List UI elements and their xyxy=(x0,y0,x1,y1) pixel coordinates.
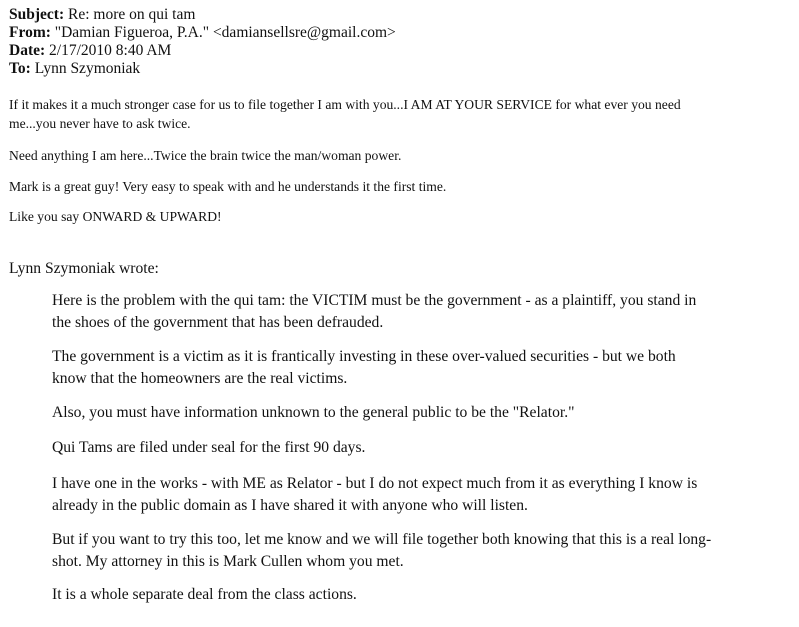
from-value: "Damian Figueroa, P.A." <damiansellsre@gmail.com> xyxy=(54,24,396,41)
reply-paragraph-3: Mark is a great guy! Very easy to speak with and he understands it the first time. xyxy=(9,179,447,194)
date-label: Date: xyxy=(9,42,46,59)
to-line xyxy=(9,60,140,78)
quoted-paragraph-7: It is a whole separate deal from the class actions. xyxy=(52,586,357,603)
from-line xyxy=(9,24,396,42)
quoted-paragraph-6-line-1: But if you want to try this too, let me know and we will file together both knowing that this is a real long- xyxy=(52,531,712,548)
to-label: To: xyxy=(9,60,31,77)
reply-paragraph-1-line-2: me...you never have to ask twice. xyxy=(9,116,191,131)
date-value: 2/17/2010 8:40 AM xyxy=(49,42,172,59)
quoted-paragraph-5-line-1: I have one in the works - with ME as Relator - but I do not expect much from it as everything I know is xyxy=(52,475,698,492)
subject-line xyxy=(9,6,195,24)
quoted-paragraph-6-line-2: shot. My attorney in this is Mark Cullen whom you met. xyxy=(52,553,404,570)
reply-paragraph-4: Like you say ONWARD & UPWARD! xyxy=(9,209,222,224)
quoted-paragraph-1-line-2: the shoes of the government that has been defrauded. xyxy=(52,314,384,331)
subject-value: Re: more on qui tam xyxy=(67,6,196,23)
date-line xyxy=(9,42,171,60)
subject-label: Subject: xyxy=(9,6,65,23)
quoted-paragraph-1-line-1: Here is the problem with the qui tam: the VICTIM must be the government - as a plaintiff, you stand in xyxy=(52,292,697,309)
quoted-paragraph-2-line-2: know that the homeowners are the real victims. xyxy=(52,370,348,387)
to-value: Lynn Szymoniak xyxy=(34,60,141,77)
quoted-paragraph-2-line-1: The government is a victim as it is frantically investing in these over-valued securities - but we both xyxy=(52,348,676,365)
reply-paragraph-1-line-1: If it makes it a much stronger case for us to file together I am with you...I AM AT YOUR SERVICE for what ever you need xyxy=(9,97,681,112)
from-label: From: xyxy=(9,24,51,41)
quoted-paragraph-5-line-2: already in the public domain as I have shared it with anyone who will listen. xyxy=(52,497,528,514)
quoted-paragraph-4: Qui Tams are filed under seal for the first 90 days. xyxy=(52,439,366,456)
quoted-paragraph-3: Also, you must have information unknown to the general public to be the "Relator." xyxy=(52,404,575,421)
quote-attribution: Lynn Szymoniak wrote: xyxy=(9,260,159,277)
reply-paragraph-2: Need anything I am here...Twice the brain twice the man/woman power. xyxy=(9,148,402,163)
